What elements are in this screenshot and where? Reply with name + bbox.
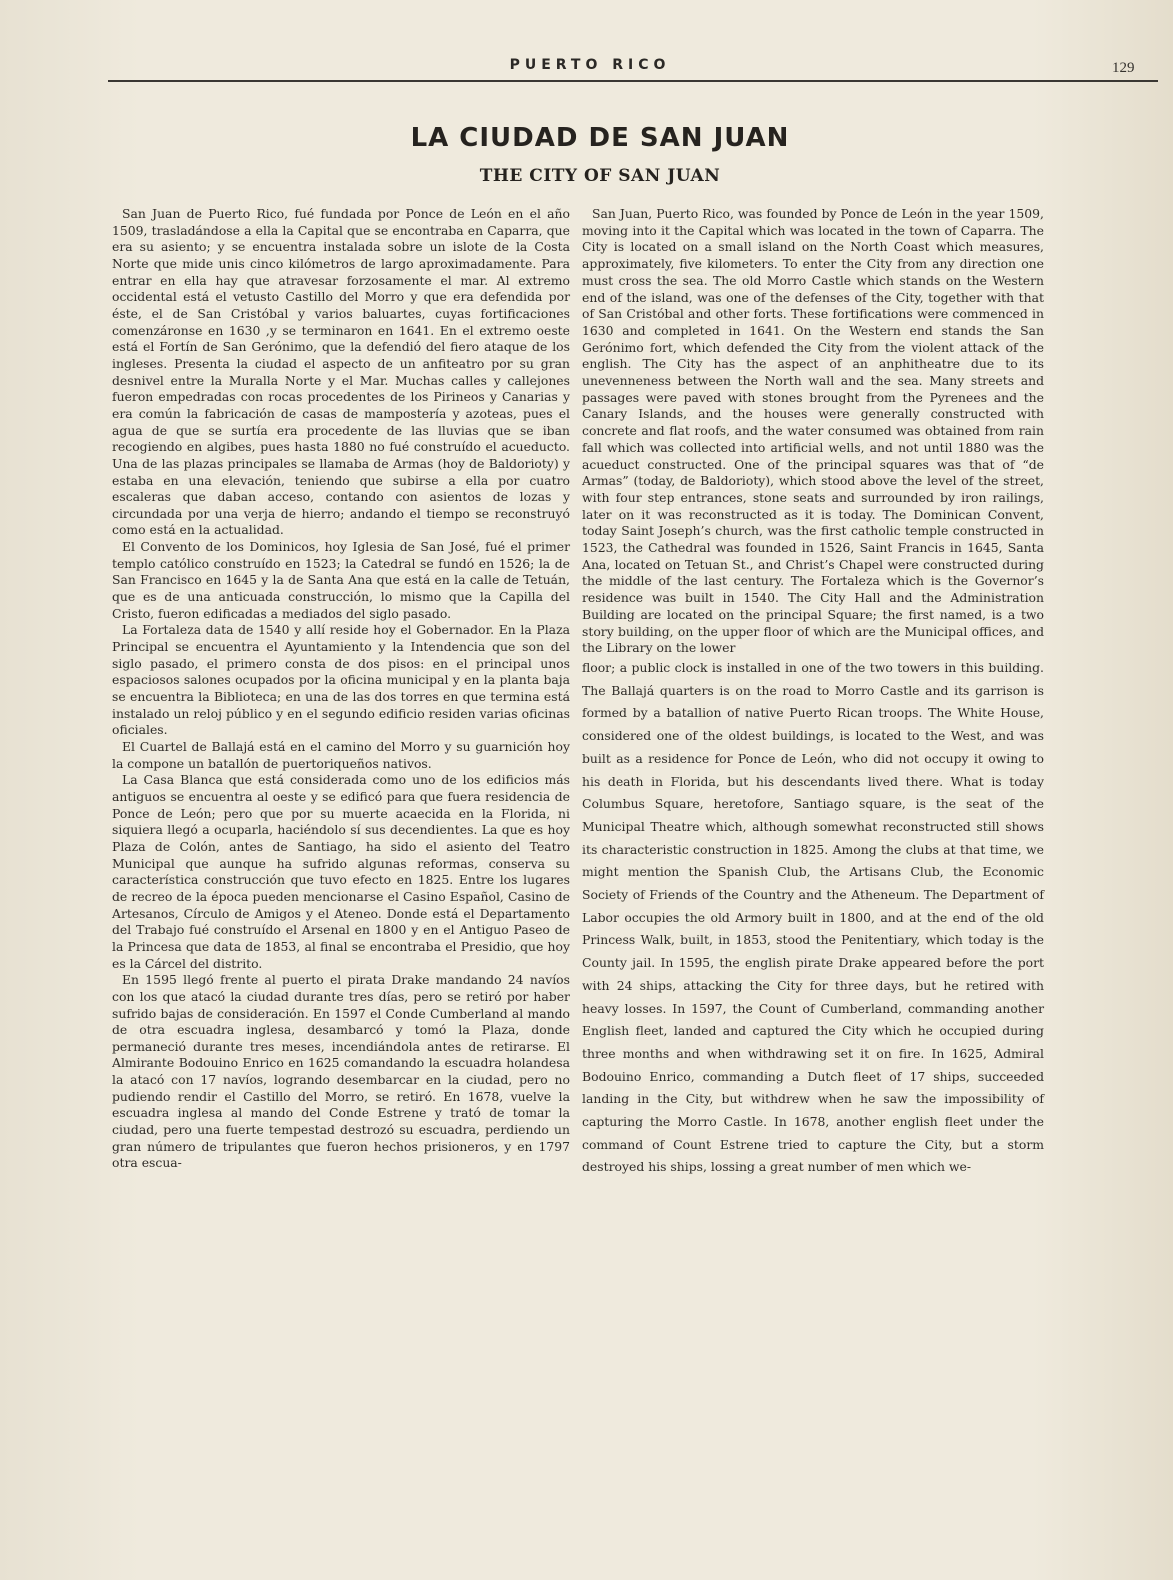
spanish-paragraph: En 1595 llegó frente al puerto el pirata Drake mandando 24 navíos con los que atacó la ciudad durante tres días, pero se retiró por haber sufrido bajas de consideración. En 1597 el Conde Cumberland al mando de otra escuadra inglesa, desambarcó y tomó la Plaza, donde permaneció durante tres meses, incendiándola antes de retirarse. El Almirante Bodouino Enrico en 1625 comandando la escuadra holandesa la atacó con 17 navíos, logrando desembarcar en la ciudad, pero no pudiendo rendir el Castillo del Morro, se retiró. En 1678, vuelve la escuadra inglesa al mando del Conde Estrene y trató de tomar la ciudad, pero una fuerte tempestad destrozó su escuadra, perdiendo un gran número de tripulantes que fueron hechos prisioneros, y en 1797 otra escua-: [112, 972, 570, 1171]
spanish-column: [112, 206, 570, 1172]
article-subtitle: THE CITY OF SAN JUAN: [479, 166, 721, 186]
english-paragraph: floor; a public clock is installed in one of the two towers in this building. The Ballajá quarters is on the road to Morro Castle and its garrison is formed by a batallion of native Puerto Rican troops. The White House, considered one of the oldest buildings, is located to the West, and was built as a residence for Ponce de León, who did not occupy it owing to his death in Florida, but his descendants lived there. What is today Columbus Square, heretofore, Santiago square, is the seat of the Municipal Theatre which, although somewhat reconstructed still shows its characteristic construction in 1825. Among the clubs at that time, we might mention the Spanish Club, the Artisans Club, the Economic Society of Friends of the Country and the Atheneum. The Department of Labor occupies the old Armory built in 1800, and at the end of the old Princess Walk, built, in 1853, stood the Penitentiary, which today is the County jail. In 1595, the english pirate Drake appeared before the port with 24 ships, attacking the City for three days, but he retired with heavy losses. In 1597, the Count of Cumberland, commanding another English fleet, landed and captured the City which he occupied during three months and when withdrawing set it on fire. In 1625, Admiral Bodouino Enrico, commanding a Dutch fleet of 17 ships, succeeded landing in the City, but withdrew when he saw the impossibility of capturing the Morro Castle. In 1678, another english fleet under the command of Count Estrene tried to capture the City, but a storm destroyed his ships, lossing a great number of men which we-: [582, 659, 1044, 1175]
header-rule: [108, 80, 1158, 82]
english-paragraph: San Juan, Puerto Rico, was founded by Ponce de León in the year 1509, moving into it the Capital which was located in the town of Caparra. The City is located on a small island on the North Coast which measures, approximately, five kilometers. To enter the City from any direction one must cross the sea. The old Morro Castle which stands on the Western end of the island, was one of the defenses of the City, together with that of San Cristóbal and other forts. These fortifications were commenced in 1630 and completed in 1641. On the Western end stands the San Gerónimo fort, which defended the City from the violent attack of the english. The City has the aspect of an anphitheatre due to its unevenneness between the North wall and the sea. Many streets and passages were paved with stones brought from the Pyrenees and the Canary Islands, and the houses were generally constructed with concrete and flat roofs, and the water consumed was obtained from rain fall which was collected into artificial wells, and not until 1880 was the acueduct constructed. One of the principal squares was that of “de Armas” (today, de Baldorioty), which stood above the level of the street, with four step entrances, stone seats and surrounded by iron railings, later on it was reconstructed as it is today. The Dominican Convent, today Saint Joseph’s church, was the first catholic temple constructed in 1523, the Cathedral was founded in 1526, Saint Francis in 1645, Santa Ana, located on Tetuan St., and Christ’s Chapel were constructed during the middle of the last century. The Fortaleza which is the Governor’s residence was built in 1540. The City Hall and the Administration Building are located on the principal Square; the first named, is a two story building, on the upper floor of which are the Municipal offices, and the Library on the lower: [582, 206, 1044, 656]
spanish-paragraph: La Fortaleza data de 1540 y allí reside hoy el Gobernador. En la Plaza Principal se encuentra el Ayuntamiento y la Intendencia que son del siglo pasado, el primero consta de dos pisos: en el principal unos espaciosos salones ocupados por la oficina municipal y en la planta baja se encuentra la Biblioteca; en una de las dos torres en que termina está instalado un reloj público y en el segundo edificio residen varias oficinas oficiales.: [112, 622, 570, 738]
spanish-paragraph: El Cuartel de Ballajá está en el camino del Morro y su guarnición hoy la compone un batallón de puertoriqueños nativos.: [112, 739, 570, 771]
spanish-paragraph: El Convento de los Dominicos, hoy Iglesia de San José, fué el primer templo católico construído en 1523; la Catedral se fundó en 1526; la de San Francisco en 1645 y la de Santa Ana que está en la calle de Tetuán, que es de una anticuada construcción, lo mismo que la Capilla del Cristo, fueron edificadas a mediados del siglo pasado.: [112, 539, 570, 621]
running-header: PUERTO RICO: [509, 57, 671, 73]
spanish-paragraph: La Casa Blanca que está considerada como uno de los edificios más antiguos se encuentra al oeste y se edificó para que fuera residencia de Ponce de León; pero que por su muerte acaecida en la Florida, ni siquiera llegó a ocuparla, haciéndolo sí sus decendientes. La que es hoy Plaza de Colón, antes de Santiago, ha sido el asiento del Teatro Municipal que aunque ha sufrido algunas reformas, conserva su característica construcción que tuvo efecto en 1825. Entre los lugares de recreo de la época pueden mencionarse el Casino Español, Casino de Artesanos, Círculo de Amigos y el Ateneo. Donde está el Departamento del Trabajo fué construído el Arsenal en 1800 y en el Antiguo Paseo de la Princesa que data de 1853, al final se encontraba el Presidio, que hoy es la Cárcel del distrito.: [112, 772, 570, 971]
article-title: LA CIUDAD DE SAN JUAN: [410, 123, 790, 153]
english-column: [582, 206, 1044, 1179]
spanish-paragraph: San Juan de Puerto Rico, fué fundada por Ponce de León en el año 1509, trasladándose a ella la Capital que se encontraba en Caparra, que era su asiento; y se encuentra instalada sobre un islote de la Costa Norte que mide unis cinco kilómetros de largo aproximadamente. Para entrar en ella hay que atravesar forzosamente el mar. Al extremo occidental está el vetusto Castillo del Morro y que era defendida por éste, el de San Cristóbal y varios baluartes, cuyas fortificaciones comenzáronse en 1630 ,y se terminaron en 1641. En el extremo oeste está el Fortín de San Gerónimo, que la defendió del fiero ataque de los ingleses. Presenta la ciudad el aspecto de un anfiteatro por su gran desnivel entre la Muralla Norte y el Mar. Muchas calles y callejones fueron empedradas con rocas procedentes de los Pirineos y Canarias y era común la fabricación de casas de mampostería y azoteas, pues el agua de que se surtía era procedente de las lluvias que se iban recogiendo en algibes, pues hasta 1880 no fué construído el acueducto. Una de las plazas principales se llamaba de Armas (hoy de Baldorioty) y estaba en una elevación, teniendo que subirse a ella por cuatro escaleras que daban acceso, contando con asientos de lozas y circundada por una verja de hierro; andando el tiempo se reconstruyó como está en la actualidad.: [112, 206, 570, 538]
page-number: 129: [1112, 60, 1135, 76]
